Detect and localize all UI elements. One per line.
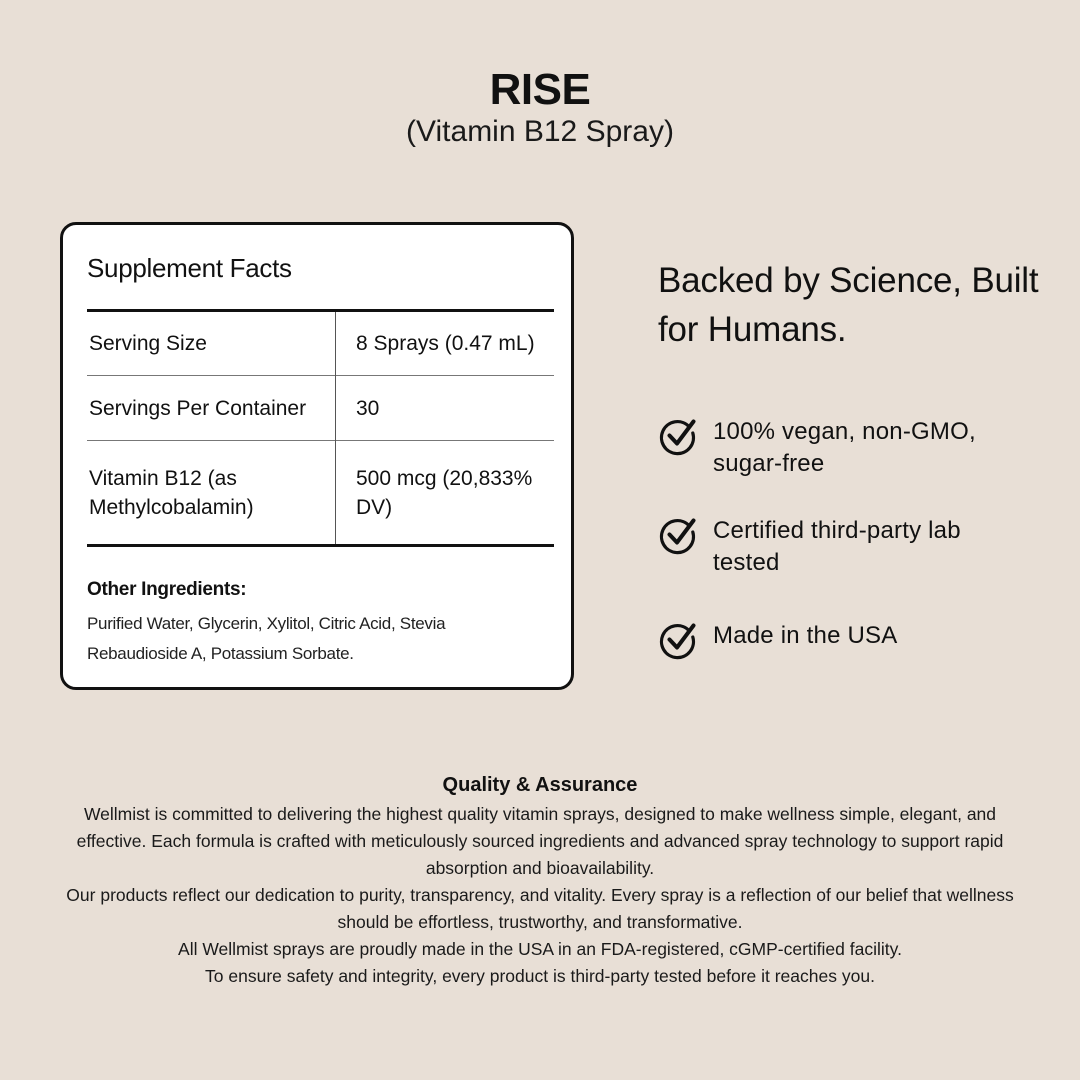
quality-paragraph: To ensure safety and integrity, every product is third-party tested before it reaches you. (205, 966, 875, 986)
supplement-facts-heading: Supplement Facts (87, 253, 292, 283)
quality-assurance-body (56, 801, 1024, 990)
table-row (87, 441, 554, 546)
check-badge-icon (658, 515, 698, 555)
vitamin-b12-label: Vitamin B12 (as Methylcobalamin) (87, 441, 336, 546)
benefit-text: 100% vegan, non-GMO, sugar-free (713, 418, 976, 477)
quality-paragraph: All Wellmist sprays are proudly made in the USA in an FDA-registered, cGMP-certified facility. (178, 939, 902, 959)
benefit-text: Certified third-party lab tested (713, 517, 961, 576)
serving-size-label: Serving Size (87, 311, 336, 376)
supplement-facts-table (87, 309, 554, 547)
supplement-facts-card (60, 222, 574, 690)
serving-size-value: 8 Sprays (0.47 mL) (356, 332, 535, 355)
table-row (87, 376, 554, 441)
product-subtitle: (Vitamin B12 Spray) (406, 115, 674, 148)
product-title: RISE (489, 65, 591, 114)
tagline: Backed by Science, Built for Humans. (658, 261, 1039, 349)
check-badge-icon (658, 620, 698, 660)
servings-per-container-value: 30 (356, 396, 380, 420)
vitamin-b12-value: 500 mcg (20,833% DV) (356, 466, 533, 519)
table-row (87, 311, 554, 376)
quality-paragraph: Our products reflect our dedication to purity, transparency, and vitality. Every spray is a reflection of our belief that wellness should be effortless, trustworthy, and transformative. (66, 885, 1014, 932)
check-badge-icon (658, 416, 698, 456)
other-ingredients-text: Purified Water, Glycerin, Xylitol, Citric Acid, Stevia Rebaudioside A, Potassium Sorbate. (87, 614, 446, 663)
quality-assurance-heading: Quality & Assurance (442, 774, 638, 796)
quality-paragraph: Wellmist is committed to delivering the highest quality vitamin sprays, designed to make wellness simple, elegant, and effective. Each formula is crafted with meticulously sourced ingredients and advanced spray technology to support rapid absorption and bioavailability. (76, 804, 1004, 878)
servings-per-container-label: Servings Per Container (87, 376, 336, 441)
benefit-text: Made in the USA (713, 622, 898, 649)
other-ingredients-heading: Other Ingredients: (87, 579, 247, 600)
